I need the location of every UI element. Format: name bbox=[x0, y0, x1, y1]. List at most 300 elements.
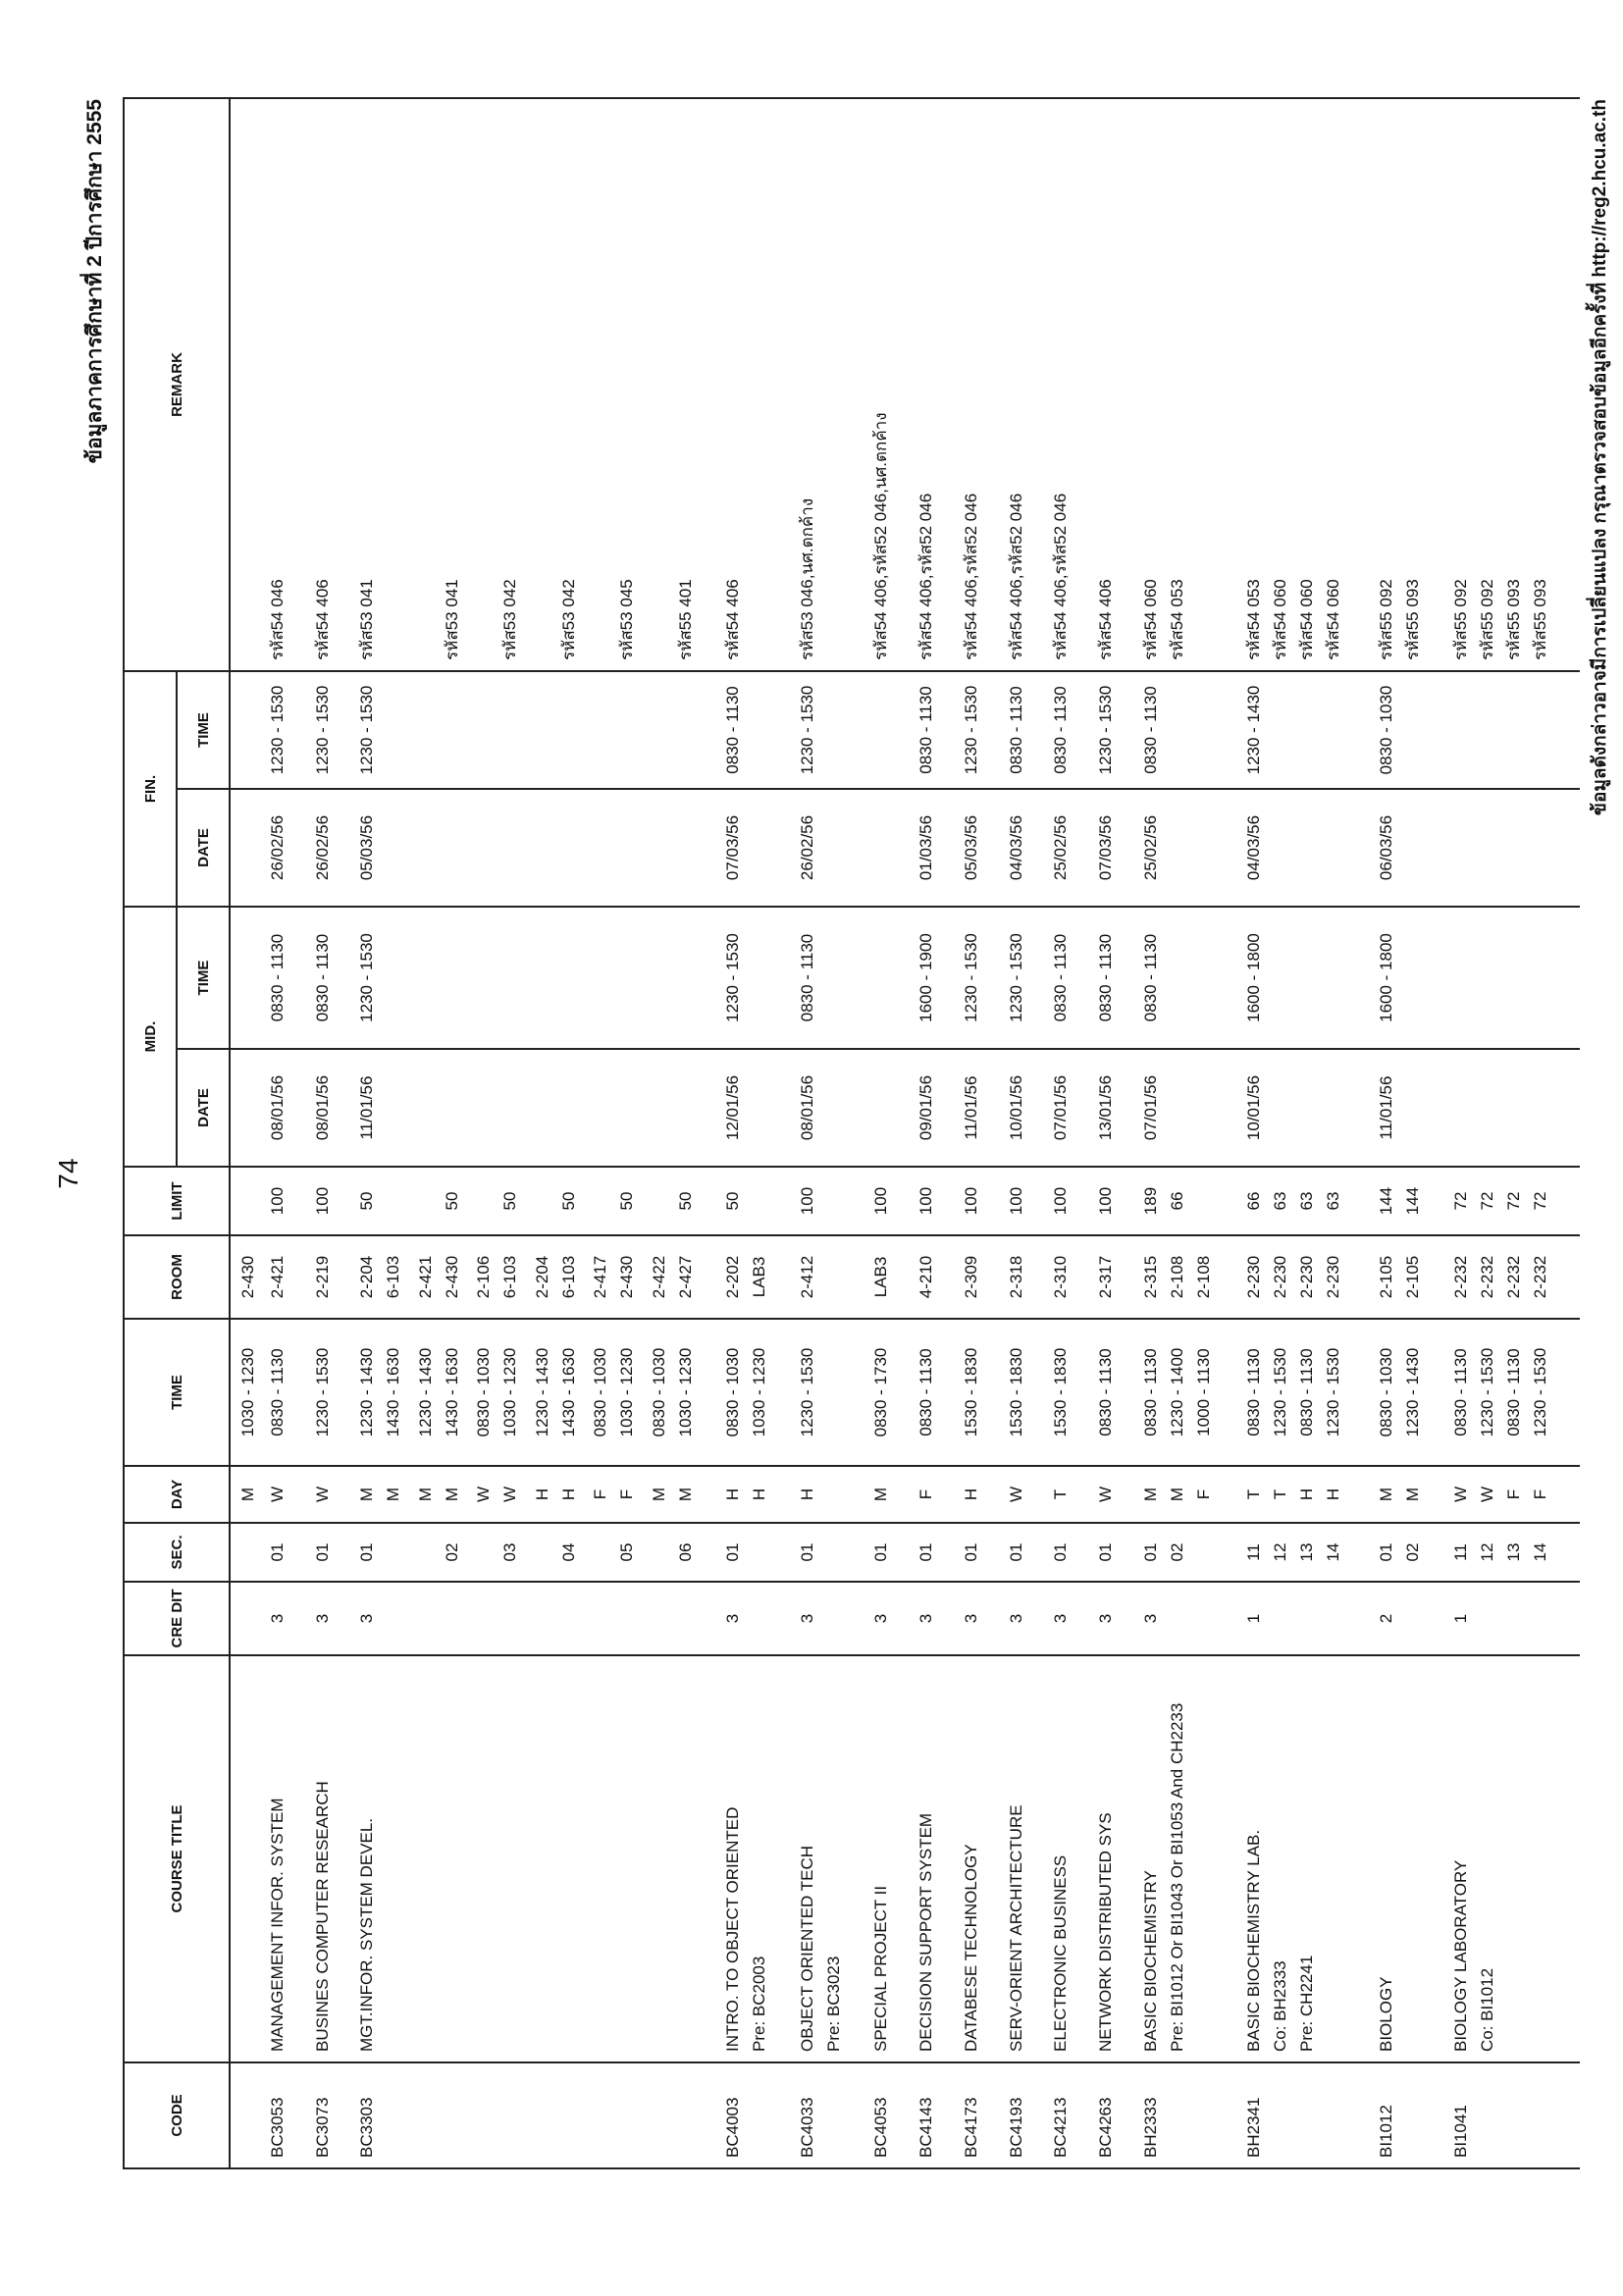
remark-line: รหัส54 046 bbox=[267, 579, 287, 660]
col-header-remark: REMARK bbox=[124, 98, 230, 671]
table-row bbox=[646, 98, 705, 2168]
limit bbox=[1373, 1167, 1432, 1235]
room bbox=[958, 1235, 987, 1319]
limit bbox=[1092, 1167, 1122, 1235]
fin-time-line: 0830 - 1030 bbox=[1377, 685, 1396, 775]
limit-line: 66 bbox=[1167, 1191, 1186, 1211]
day-line: H bbox=[750, 1487, 769, 1501]
time bbox=[646, 1319, 705, 1466]
day bbox=[958, 1466, 987, 1523]
mid-date bbox=[1137, 1049, 1225, 1167]
semester-header: ข้อมูลภาคการศึกษาที่ 2 ปีการศึกษา 2555 bbox=[83, 99, 106, 464]
credit-line: 1 bbox=[1244, 1613, 1264, 1624]
course-title-line: BASIC BIOCHEMISTRY bbox=[1140, 1870, 1160, 2052]
day-line: W bbox=[474, 1486, 494, 1503]
section-line: 11 bbox=[1450, 1543, 1470, 1561]
day-line: W bbox=[1006, 1486, 1025, 1503]
day bbox=[1003, 1466, 1032, 1523]
fin-date-line: 26/02/56 bbox=[267, 814, 287, 881]
mid-time-line: 1230 - 1530 bbox=[723, 933, 743, 1022]
day-line: M bbox=[675, 1487, 695, 1502]
room bbox=[412, 1235, 471, 1319]
fin-date bbox=[913, 789, 942, 907]
credit-line: 3 bbox=[1006, 1613, 1025, 1624]
time-line: 1030 - 1230 bbox=[617, 1347, 637, 1437]
time bbox=[309, 1319, 339, 1466]
day-line: F bbox=[1193, 1488, 1213, 1500]
section-line: 01 bbox=[1377, 1542, 1396, 1562]
remark-line: รหัส53 042 bbox=[558, 579, 578, 660]
day-line: M bbox=[238, 1487, 257, 1502]
limit-line: 63 bbox=[1271, 1191, 1290, 1211]
day-line: W bbox=[312, 1486, 332, 1503]
fin-time bbox=[412, 671, 471, 789]
course-schedule-table bbox=[123, 97, 1580, 2169]
limit-line: 100 bbox=[797, 1186, 816, 1216]
mid-time bbox=[1092, 907, 1122, 1049]
course-title-line: Pre: BI1012 Or BI1043 Or BI1053 And CH2233 bbox=[1167, 1702, 1186, 2052]
day bbox=[470, 1466, 529, 1523]
fin-time bbox=[1137, 671, 1225, 789]
course-code-line: BC4053 bbox=[871, 2097, 891, 2158]
fin-date-line: 05/03/56 bbox=[357, 814, 377, 881]
room-line: 2-230 bbox=[1271, 1255, 1290, 1299]
room-line: 2-309 bbox=[961, 1255, 980, 1299]
day-line: H bbox=[1297, 1487, 1317, 1501]
table-row bbox=[867, 98, 897, 2168]
credit bbox=[309, 1582, 339, 1655]
section-line: 01 bbox=[1006, 1542, 1025, 1562]
fin-date-line: 26/02/56 bbox=[312, 814, 332, 881]
fin-date bbox=[587, 789, 646, 907]
remark bbox=[1047, 98, 1076, 671]
fin-time bbox=[1047, 671, 1076, 789]
course-title bbox=[1092, 1655, 1122, 2062]
course-title-line: INTRO. TO OBJECT ORIENTED bbox=[723, 1806, 743, 2052]
mid-time bbox=[646, 907, 705, 1049]
table-row bbox=[913, 98, 942, 2168]
day bbox=[1373, 1466, 1432, 1523]
rotated-schedule bbox=[83, 99, 1610, 2169]
remark bbox=[719, 98, 778, 671]
course-title-line: BIOLOGY LABORATORY bbox=[1450, 1859, 1470, 2052]
fin-time bbox=[1373, 671, 1432, 789]
section-line: 01 bbox=[961, 1542, 980, 1562]
mid-time-line: 1600 - 1800 bbox=[1377, 933, 1396, 1022]
room bbox=[235, 1235, 264, 1319]
section-line: 02 bbox=[1167, 1542, 1186, 1562]
mid-date-line: 09/01/56 bbox=[916, 1074, 936, 1141]
day bbox=[867, 1466, 897, 1523]
mid-time-line: 0830 - 1130 bbox=[267, 933, 287, 1022]
time bbox=[958, 1319, 987, 1466]
time-line: 1030 - 1230 bbox=[500, 1347, 520, 1437]
time-line: 0830 - 1130 bbox=[1244, 1348, 1264, 1436]
fin-time bbox=[1003, 671, 1032, 789]
day-line: F bbox=[916, 1488, 936, 1500]
time-line: 1430 - 1630 bbox=[558, 1347, 578, 1437]
course-title bbox=[794, 1655, 853, 2062]
room-line: 2-421 bbox=[267, 1255, 287, 1299]
time bbox=[264, 1319, 293, 1466]
day-line: F bbox=[1503, 1488, 1523, 1500]
col-header-credit: CRE DIT bbox=[124, 1582, 230, 1655]
mid-time bbox=[719, 907, 778, 1049]
day-line: W bbox=[1477, 1486, 1496, 1503]
mid-time-line: 1230 - 1530 bbox=[961, 933, 980, 1022]
time bbox=[1240, 1319, 1357, 1466]
day bbox=[1092, 1466, 1122, 1523]
room-line: 2-315 bbox=[1140, 1255, 1160, 1299]
remark bbox=[958, 98, 987, 671]
remark bbox=[913, 98, 942, 671]
section bbox=[1447, 1523, 1564, 1582]
mid-time bbox=[412, 907, 471, 1049]
mid-date bbox=[913, 1049, 942, 1167]
day-line: M bbox=[357, 1487, 377, 1502]
fin-date bbox=[309, 789, 339, 907]
remark bbox=[794, 98, 853, 671]
remark-line bbox=[587, 99, 613, 660]
section-line: 02 bbox=[442, 1542, 461, 1562]
time-line: 1530 - 1830 bbox=[1051, 1347, 1071, 1437]
course-title bbox=[309, 1655, 339, 2062]
fin-date bbox=[958, 789, 987, 907]
course-code bbox=[719, 2062, 778, 2168]
credit bbox=[913, 1582, 942, 1655]
course-code bbox=[529, 2062, 588, 2168]
fin-date-line: 05/03/56 bbox=[961, 814, 980, 881]
room bbox=[309, 1235, 339, 1319]
fin-date-line: 25/02/56 bbox=[1140, 814, 1160, 881]
section-line: 01 bbox=[1096, 1542, 1116, 1562]
room-line: 2-232 bbox=[1530, 1255, 1549, 1299]
mid-date-line: 10/01/56 bbox=[1244, 1074, 1264, 1141]
day-line: H bbox=[558, 1487, 578, 1501]
credit bbox=[958, 1582, 987, 1655]
room-line: 2-427 bbox=[675, 1255, 695, 1299]
fin-time-line: 1230 - 1530 bbox=[1096, 685, 1116, 775]
remark bbox=[309, 98, 339, 671]
section bbox=[719, 1523, 778, 1582]
fin-time bbox=[958, 671, 987, 789]
section bbox=[867, 1523, 897, 1582]
table-row bbox=[353, 98, 412, 2168]
room-line: 2-108 bbox=[1193, 1255, 1213, 1299]
mid-date bbox=[1373, 1049, 1432, 1167]
time-line: 0830 - 1130 bbox=[1450, 1348, 1470, 1436]
day-line: M bbox=[442, 1487, 461, 1502]
credit-line: 3 bbox=[1051, 1613, 1071, 1624]
limit bbox=[719, 1167, 778, 1235]
col-header-sec: SEC. bbox=[124, 1523, 230, 1582]
fin-date-line: 26/02/56 bbox=[797, 814, 816, 881]
course-code bbox=[1003, 2062, 1032, 2168]
mid-date bbox=[1240, 1049, 1357, 1167]
fin-date bbox=[264, 789, 293, 907]
credit bbox=[719, 1582, 778, 1655]
day-line: W bbox=[267, 1486, 287, 1503]
fin-time-line: 0830 - 1130 bbox=[723, 686, 743, 774]
time-line: 1230 - 1530 bbox=[1477, 1347, 1496, 1437]
course-title-line: SPECIAL PROJECT II bbox=[871, 1885, 891, 2052]
remark-line: รหัส54 053 bbox=[1244, 579, 1264, 660]
credit bbox=[646, 1582, 705, 1655]
course-title-line: BUSINES COMPUTER RESEARCH bbox=[312, 1781, 332, 2052]
mid-time bbox=[1373, 907, 1432, 1049]
remark-line: รหัส53 041 bbox=[357, 579, 377, 660]
col-header-time: TIME bbox=[124, 1319, 230, 1466]
fin-date-line: 04/03/56 bbox=[1244, 814, 1264, 881]
remark-line bbox=[470, 99, 497, 660]
room-line: 4-210 bbox=[916, 1255, 936, 1299]
limit-line: 100 bbox=[1051, 1186, 1071, 1216]
fin-time bbox=[264, 671, 293, 789]
remark-line bbox=[412, 99, 439, 660]
room bbox=[529, 1235, 588, 1319]
mid-time bbox=[1137, 907, 1225, 1049]
limit-line bbox=[587, 1168, 613, 1234]
course-code bbox=[309, 2062, 339, 2168]
credit-line: 3 bbox=[1140, 1613, 1160, 1624]
section-line: 14 bbox=[1324, 1542, 1343, 1562]
credit bbox=[587, 1582, 646, 1655]
course-code-line: BC4193 bbox=[1006, 2097, 1025, 2158]
remark-line: รหัส54 406,รหัส52 046 bbox=[1051, 493, 1071, 660]
remark bbox=[1447, 98, 1564, 671]
remark-line: รหัส54 406,รหัส52 046 bbox=[1006, 493, 1025, 660]
fin-time bbox=[587, 671, 646, 789]
col-header-mid: MID. bbox=[124, 907, 177, 1167]
col-header-fin-time: TIME bbox=[177, 671, 230, 789]
section bbox=[1003, 1523, 1032, 1582]
credit-line: 1 bbox=[1450, 1613, 1470, 1624]
limit-line: 100 bbox=[267, 1186, 287, 1216]
room-line: 2-430 bbox=[617, 1255, 637, 1299]
time bbox=[587, 1319, 646, 1466]
fin-date bbox=[1047, 789, 1076, 907]
course-title bbox=[1137, 1655, 1225, 2062]
fin-date-line: 07/03/56 bbox=[1096, 814, 1116, 881]
room bbox=[913, 1235, 942, 1319]
mid-date bbox=[470, 1049, 529, 1167]
room bbox=[353, 1235, 412, 1319]
fin-time bbox=[353, 671, 412, 789]
time bbox=[913, 1319, 942, 1466]
fin-time-line: 0830 - 1130 bbox=[1051, 686, 1071, 774]
section-line: 14 bbox=[1530, 1542, 1549, 1562]
time-line: 1030 - 1230 bbox=[675, 1347, 695, 1437]
course-code-line: BC4033 bbox=[797, 2097, 816, 2158]
limit-line: 50 bbox=[675, 1191, 695, 1211]
mid-time-line: 0830 - 1130 bbox=[1096, 933, 1116, 1022]
fin-time bbox=[913, 671, 942, 789]
room-line: 2-105 bbox=[1403, 1255, 1423, 1299]
room-line: 2-106 bbox=[474, 1255, 494, 1299]
limit bbox=[913, 1167, 942, 1235]
day-line: M bbox=[1403, 1487, 1423, 1502]
section bbox=[470, 1523, 529, 1582]
remark bbox=[587, 98, 646, 671]
room-line: 2-202 bbox=[723, 1255, 743, 1299]
mid-date bbox=[958, 1049, 987, 1167]
course-code bbox=[913, 2062, 942, 2168]
fin-time-line: 1230 - 1430 bbox=[1244, 685, 1264, 775]
table-row bbox=[1003, 98, 1032, 2168]
remark-line: รหัส53 042 bbox=[500, 579, 520, 660]
room bbox=[719, 1235, 778, 1319]
remark-line: รหัส54 406 bbox=[312, 579, 332, 660]
remark-line: รหัส54 060 bbox=[1297, 579, 1317, 660]
room-line: 2-422 bbox=[649, 1255, 668, 1299]
remark-line: รหัส54 406,รหัส52 046 bbox=[961, 493, 980, 660]
credit bbox=[470, 1582, 529, 1655]
mid-time bbox=[958, 907, 987, 1049]
mid-date-line: 12/01/56 bbox=[723, 1074, 743, 1141]
day-line: H bbox=[797, 1487, 816, 1501]
remark-line: รหัส55 401 bbox=[675, 579, 695, 660]
course-title-line: OBJECT ORIENTED TECH bbox=[797, 1845, 816, 2052]
section-line: 01 bbox=[1140, 1542, 1160, 1562]
section bbox=[235, 1523, 264, 1582]
remark-line bbox=[646, 99, 672, 660]
course-code bbox=[1373, 2062, 1432, 2168]
section-line bbox=[587, 1524, 613, 1581]
table-row bbox=[958, 98, 987, 2168]
time bbox=[1447, 1319, 1564, 1466]
fin-date bbox=[235, 789, 264, 907]
remark-line: รหัส55 093 bbox=[1403, 579, 1423, 660]
limit-line: 144 bbox=[1403, 1186, 1423, 1216]
table-row bbox=[1373, 98, 1432, 2168]
fin-date bbox=[794, 789, 853, 907]
mid-time bbox=[309, 907, 339, 1049]
course-title-line: ELECTRONIC BUSINESS bbox=[1051, 1854, 1071, 2052]
day bbox=[1047, 1466, 1076, 1523]
mid-time bbox=[264, 907, 293, 1049]
day bbox=[1240, 1466, 1357, 1523]
course-code bbox=[587, 2062, 646, 2168]
time bbox=[1373, 1319, 1432, 1466]
credit bbox=[412, 1582, 471, 1655]
schedule-body bbox=[230, 98, 1580, 2168]
mid-time-line: 0830 - 1130 bbox=[1051, 933, 1071, 1022]
section-line: 05 bbox=[617, 1542, 637, 1562]
section bbox=[958, 1523, 987, 1582]
section-line: 02 bbox=[1403, 1542, 1423, 1562]
course-code-line: BC4143 bbox=[916, 2097, 936, 2158]
remark-line: รหัส54 406,รหัส52 046 bbox=[916, 493, 936, 660]
remark bbox=[529, 98, 588, 671]
time bbox=[794, 1319, 853, 1466]
room bbox=[1092, 1235, 1122, 1319]
mid-date-line: 11/01/56 bbox=[961, 1075, 980, 1140]
room bbox=[867, 1235, 897, 1319]
course-title-line: DATABESE TECHNOLOGY bbox=[961, 1844, 980, 2052]
time bbox=[1137, 1319, 1225, 1466]
fin-time-line: 1230 - 1530 bbox=[267, 685, 287, 775]
day bbox=[529, 1466, 588, 1523]
table-row bbox=[719, 98, 778, 2168]
day-line: M bbox=[415, 1487, 435, 1502]
course-code-line: BI1012 bbox=[1377, 2105, 1396, 2158]
day-line: W bbox=[1450, 1486, 1470, 1503]
limit bbox=[353, 1167, 412, 1235]
limit bbox=[264, 1167, 293, 1235]
remark-line: รหัส53 046,นศ.ตกค้าง bbox=[797, 497, 816, 660]
section bbox=[1092, 1523, 1122, 1582]
table-row bbox=[587, 98, 646, 2168]
credit bbox=[1092, 1582, 1122, 1655]
fin-time bbox=[794, 671, 853, 789]
fin-date bbox=[719, 789, 778, 907]
credit bbox=[529, 1582, 588, 1655]
credit-line: 3 bbox=[267, 1613, 287, 1624]
day-line: F bbox=[591, 1488, 610, 1500]
credit bbox=[867, 1582, 897, 1655]
limit bbox=[470, 1167, 529, 1235]
course-title bbox=[913, 1655, 942, 2062]
section bbox=[646, 1523, 705, 1582]
day bbox=[235, 1466, 264, 1523]
limit-line: 50 bbox=[357, 1191, 377, 1211]
mid-time bbox=[913, 907, 942, 1049]
section bbox=[587, 1523, 646, 1582]
course-title bbox=[1047, 1655, 1076, 2062]
room bbox=[264, 1235, 293, 1319]
limit bbox=[646, 1167, 705, 1235]
course-code-line: BC3053 bbox=[267, 2097, 287, 2158]
fin-date bbox=[1373, 789, 1432, 907]
mid-time-line: 1600 - 1900 bbox=[916, 933, 936, 1022]
credit-line: 3 bbox=[723, 1613, 743, 1624]
time bbox=[353, 1319, 412, 1466]
course-code bbox=[470, 2062, 529, 2168]
time-line: 0830 - 1130 bbox=[267, 1348, 287, 1436]
course-code bbox=[412, 2062, 471, 2168]
fin-date bbox=[646, 789, 705, 907]
limit-line: 72 bbox=[1530, 1191, 1549, 1211]
course-title-line: Pre: BC3023 bbox=[823, 1956, 843, 2052]
mid-time bbox=[867, 907, 897, 1049]
table-row bbox=[412, 98, 471, 2168]
course-title bbox=[470, 1655, 529, 2062]
room-line: LAB3 bbox=[750, 1256, 769, 1298]
fin-date bbox=[1092, 789, 1122, 907]
day-line: H bbox=[532, 1487, 551, 1501]
room-line: 2-232 bbox=[1503, 1255, 1523, 1299]
fin-time-line: 0830 - 1130 bbox=[916, 686, 936, 774]
course-code bbox=[1047, 2062, 1076, 2168]
table-row bbox=[1137, 98, 1225, 2168]
section bbox=[529, 1523, 588, 1582]
limit-line: 63 bbox=[1297, 1191, 1317, 1211]
mid-time bbox=[1240, 907, 1357, 1049]
limit-line: 72 bbox=[1477, 1191, 1496, 1211]
limit-line: 50 bbox=[723, 1191, 743, 1211]
course-code bbox=[867, 2062, 897, 2168]
credit bbox=[264, 1582, 293, 1655]
fin-time bbox=[1240, 671, 1357, 789]
mid-time bbox=[235, 907, 264, 1049]
credit bbox=[1447, 1582, 1564, 1655]
room-line: 2-204 bbox=[357, 1255, 377, 1299]
credit bbox=[1047, 1582, 1076, 1655]
mid-date bbox=[309, 1049, 339, 1167]
mid-date bbox=[235, 1049, 264, 1167]
time-line: 1230 - 1430 bbox=[532, 1347, 551, 1437]
remark-line: รหัส54 060 bbox=[1271, 579, 1290, 660]
